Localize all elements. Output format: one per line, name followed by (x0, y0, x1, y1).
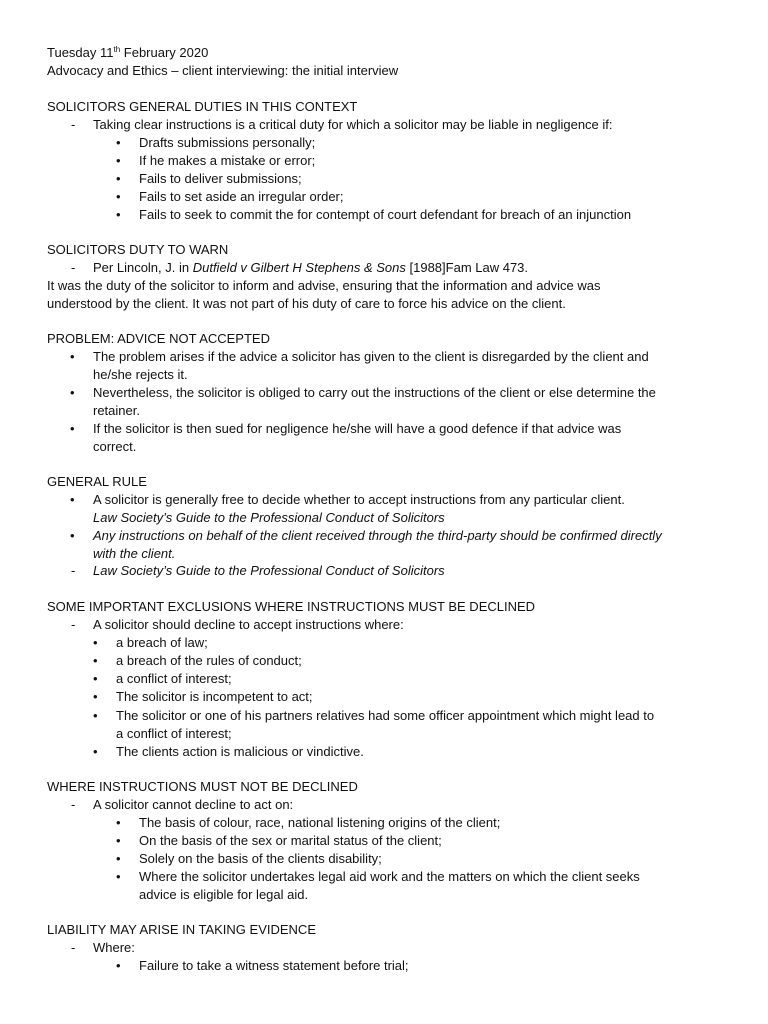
list-item: Solely on the basis of the clients disability; (139, 851, 382, 866)
list-item: Drafts submissions personally; (139, 135, 316, 150)
list-item-continuation: retainer. (93, 403, 140, 418)
section-heading-general-duties: SOLICITORS GENERAL DUTIES IN THIS CONTEXT (47, 99, 358, 114)
list-item-continuation: correct. (93, 439, 137, 454)
section-heading-advice-not-accepted: PROBLEM: ADVICE NOT ACCEPTED (47, 331, 270, 346)
section-heading-general-rule: GENERAL RULE (47, 474, 147, 489)
bullet-marker: • (70, 492, 75, 507)
dash-marker: - (71, 260, 76, 275)
list-item: The basis of colour, race, national listening origins of the client; (139, 815, 501, 830)
list-item: a breach of the rules of conduct; (116, 653, 302, 668)
dash-marker: - (71, 617, 76, 632)
dash-marker: - (71, 563, 76, 578)
bullet-marker: • (116, 815, 121, 830)
bullet-marker: • (93, 653, 98, 668)
bullet-marker: • (70, 349, 75, 364)
paragraph-line: It was the duty of the solicitor to inform and advise, ensuring that the information and advice was (47, 278, 601, 293)
bullet-marker: • (116, 135, 121, 150)
source-citation: Law Society’s Guide to the Professional Conduct of Solicitors (93, 510, 445, 525)
bullet-marker: • (116, 851, 121, 866)
bullet-marker: • (93, 635, 98, 650)
list-item: Failure to take a witness statement before trial; (139, 958, 409, 973)
dash-marker: - (71, 797, 76, 812)
bullet-marker: • (116, 833, 121, 848)
section-heading-duty-to-warn: SOLICITORS DUTY TO WARN (47, 242, 229, 257)
list-item: The solicitor is incompetent to act; (116, 689, 313, 704)
bullet-marker: • (70, 421, 75, 436)
date-ordinal-suffix: th (113, 45, 121, 54)
list-item: Where the solicitor undertakes legal aid work and the matters on which the client seeks (139, 869, 640, 884)
bullet-marker: • (93, 708, 98, 723)
list-item: Fails to deliver submissions; (139, 171, 302, 186)
paragraph-line: understood by the client. It was not part of his duty of care to force his advice on the client. (47, 296, 566, 311)
list-item-continuation: with the client. (93, 546, 176, 561)
list-item: Fails to set aside an irregular order; (139, 189, 344, 204)
list-item: Any instructions on behalf of the client received through the third-party should be confirmed directly (93, 528, 662, 543)
bullet-marker: • (116, 153, 121, 168)
list-item-continuation: he/she rejects it. (93, 367, 188, 382)
bullet-marker: • (116, 171, 121, 186)
bullet-marker: • (116, 958, 121, 973)
bullet-marker: • (70, 385, 75, 400)
section-heading-liability: LIABILITY MAY ARISE IN TAKING EVIDENCE (47, 922, 316, 937)
list-item-continuation: a conflict of interest; (116, 726, 232, 741)
case-reference: Per Lincoln, J. in Dutfield v Gilbert H Stephens & Sons [1988]Fam Law 473. (93, 260, 529, 275)
document-subtitle: Advocacy and Ethics – client interviewing: the initial interview (47, 63, 399, 78)
list-item: a conflict of interest; (116, 671, 232, 686)
dash-marker: - (71, 940, 76, 955)
exclusions-intro: A solicitor should decline to accept instructions where: (93, 617, 404, 632)
document-date: Tuesday 11th February 2020 (47, 45, 209, 60)
bullet-marker: • (116, 869, 121, 884)
list-item: The problem arises if the advice a solicitor has given to the client is disregarded by the client and (93, 349, 649, 364)
list-item: Nevertheless, the solicitor is obliged to carry out the instructions of the client or else determine the (93, 385, 656, 400)
general-duties-intro: Taking clear instructions is a critical duty for which a solicitor may be liable in negligence if: (93, 117, 613, 132)
list-item: On the basis of the sex or marital status of the client; (139, 833, 442, 848)
dash-marker: - (71, 117, 76, 132)
section-heading-exclusions: SOME IMPORTANT EXCLUSIONS WHERE INSTRUCTIONS MUST BE DECLINED (47, 599, 536, 614)
list-item-continuation: advice is eligible for legal aid. (139, 887, 309, 902)
section-heading-not-declined: WHERE INSTRUCTIONS MUST NOT BE DECLINED (47, 779, 358, 794)
bullet-marker: • (116, 189, 121, 204)
bullet-marker: • (93, 671, 98, 686)
bullet-marker: • (93, 689, 98, 704)
bullet-marker: • (70, 528, 75, 543)
list-item: If the solicitor is then sued for negligence he/she will have a good defence if that advice was (93, 421, 622, 436)
not-declined-intro: A solicitor cannot decline to act on: (93, 797, 294, 812)
list-item: The clients action is malicious or vindictive. (116, 744, 364, 759)
list-item: Fails to seek to commit the for contempt of court defendant for breach of an injunction (139, 207, 632, 222)
list-item: If he makes a mistake or error; (139, 153, 316, 168)
source-citation: Law Society’s Guide to the Professional Conduct of Solicitors (93, 563, 445, 578)
list-item: a breach of law; (116, 635, 208, 650)
case-name: Dutfield v Gilbert H Stephens & Sons (192, 260, 406, 275)
liability-intro: Where: (93, 940, 135, 955)
bullet-marker: • (93, 744, 98, 759)
list-item: A solicitor is generally free to decide whether to accept instructions from any particular client. (93, 492, 625, 507)
list-item: The solicitor or one of his partners relatives had some officer appointment which might lead to (116, 708, 655, 723)
bullet-marker: • (116, 207, 121, 222)
